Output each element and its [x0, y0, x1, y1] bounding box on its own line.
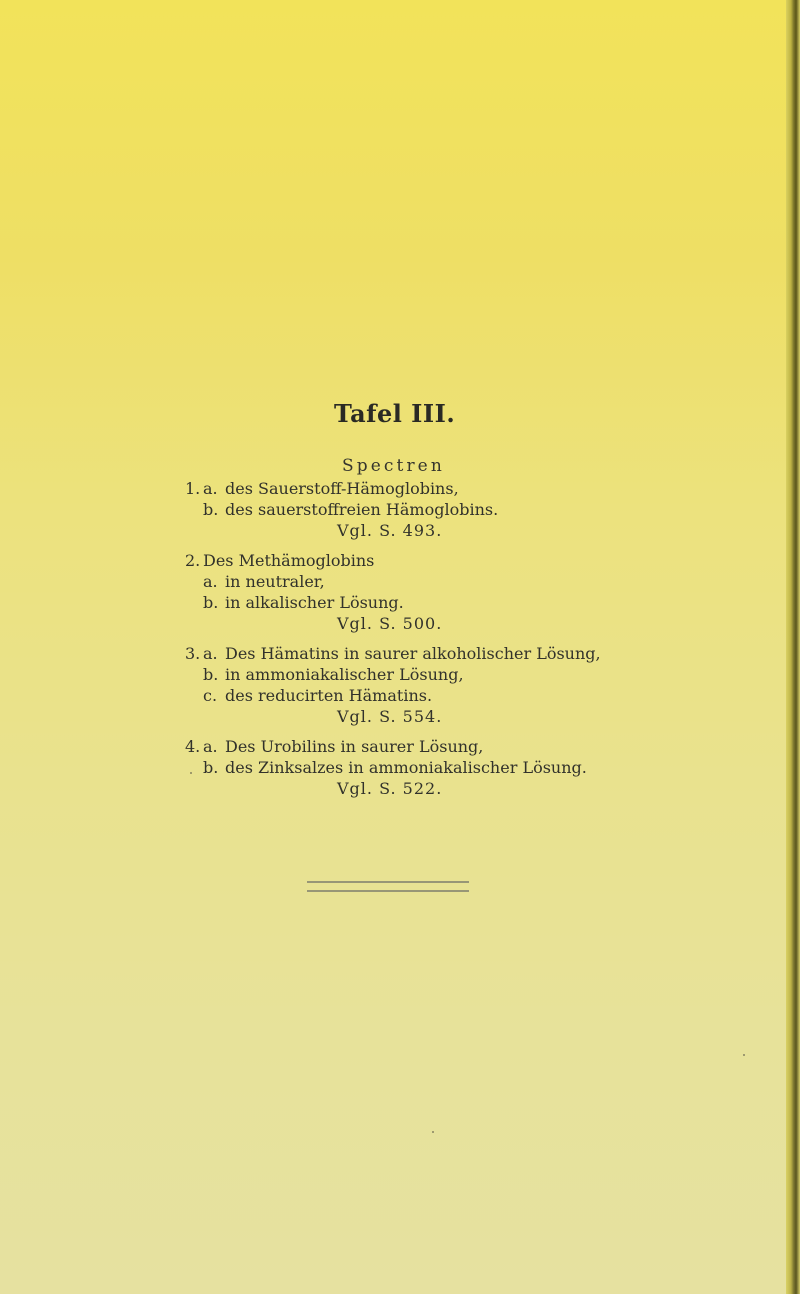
entry-line: [185, 478, 655, 499]
entry-number: 4.: [185, 737, 201, 756]
entry-text: des Zinksalzes in ammoniakalischer Lösung.: [225, 758, 587, 777]
entry-letter: a.: [203, 572, 218, 591]
entry-text: des reducirten Hämatins.: [225, 686, 433, 705]
entry-line: [185, 592, 655, 613]
entry-letter: b.: [203, 758, 219, 777]
entry-reference: Vgl. S. 493.: [337, 521, 443, 540]
paper-speck: [432, 1131, 434, 1133]
entry-line: [185, 664, 655, 685]
entry-number: 1.: [185, 479, 201, 498]
double-rule-divider: [307, 881, 469, 892]
entry-1: [185, 478, 655, 541]
entry-reference: Vgl. S. 500.: [337, 614, 443, 633]
page-subtitle: Spectren: [342, 456, 445, 476]
page-edge-shadow: [786, 0, 800, 1294]
entry-2: [185, 550, 655, 634]
paper-speck: [190, 772, 192, 774]
entry-line: [185, 736, 655, 757]
entry-line: [185, 499, 655, 520]
entry-line: [185, 571, 655, 592]
entry-text: in ammoniakalischer Lösung,: [225, 665, 464, 684]
entry-line: [185, 757, 655, 778]
entry-3: [185, 643, 655, 727]
entry-text: Des Methämoglobins: [203, 551, 375, 570]
entry-4: [185, 736, 655, 799]
entry-reference: Vgl. S. 554.: [337, 707, 443, 726]
entry-line: [185, 643, 655, 664]
entry-text: Des Hämatins in saurer alkoholischer Lösung,: [225, 644, 601, 663]
entry-line: [185, 550, 655, 571]
entry-text: Des Urobilins in saurer Lösung,: [225, 737, 484, 756]
entry-letter: a.: [203, 737, 218, 756]
entry-reference: Vgl. S. 522.: [337, 779, 443, 798]
entry-text: des sauerstoffreien Hämoglobins.: [225, 500, 499, 519]
entry-text: in alkalischer Lösung.: [225, 593, 404, 612]
paper-speck: [743, 1054, 745, 1056]
entry-text: des Sauerstoff-Hämoglobins,: [225, 479, 459, 498]
entries-list: [185, 478, 655, 808]
entry-letter: b.: [203, 593, 219, 612]
entry-number: 3.: [185, 644, 201, 663]
entry-letter: a.: [203, 479, 218, 498]
entry-letter: b.: [203, 500, 219, 519]
entry-number: 2.: [185, 551, 201, 570]
entry-text: in neutraler,: [225, 572, 325, 591]
entry-letter: c.: [203, 686, 218, 705]
entry-letter: b.: [203, 665, 219, 684]
entry-letter: a.: [203, 644, 218, 663]
entry-line: [185, 685, 655, 706]
page-title: Tafel III.: [334, 399, 456, 428]
